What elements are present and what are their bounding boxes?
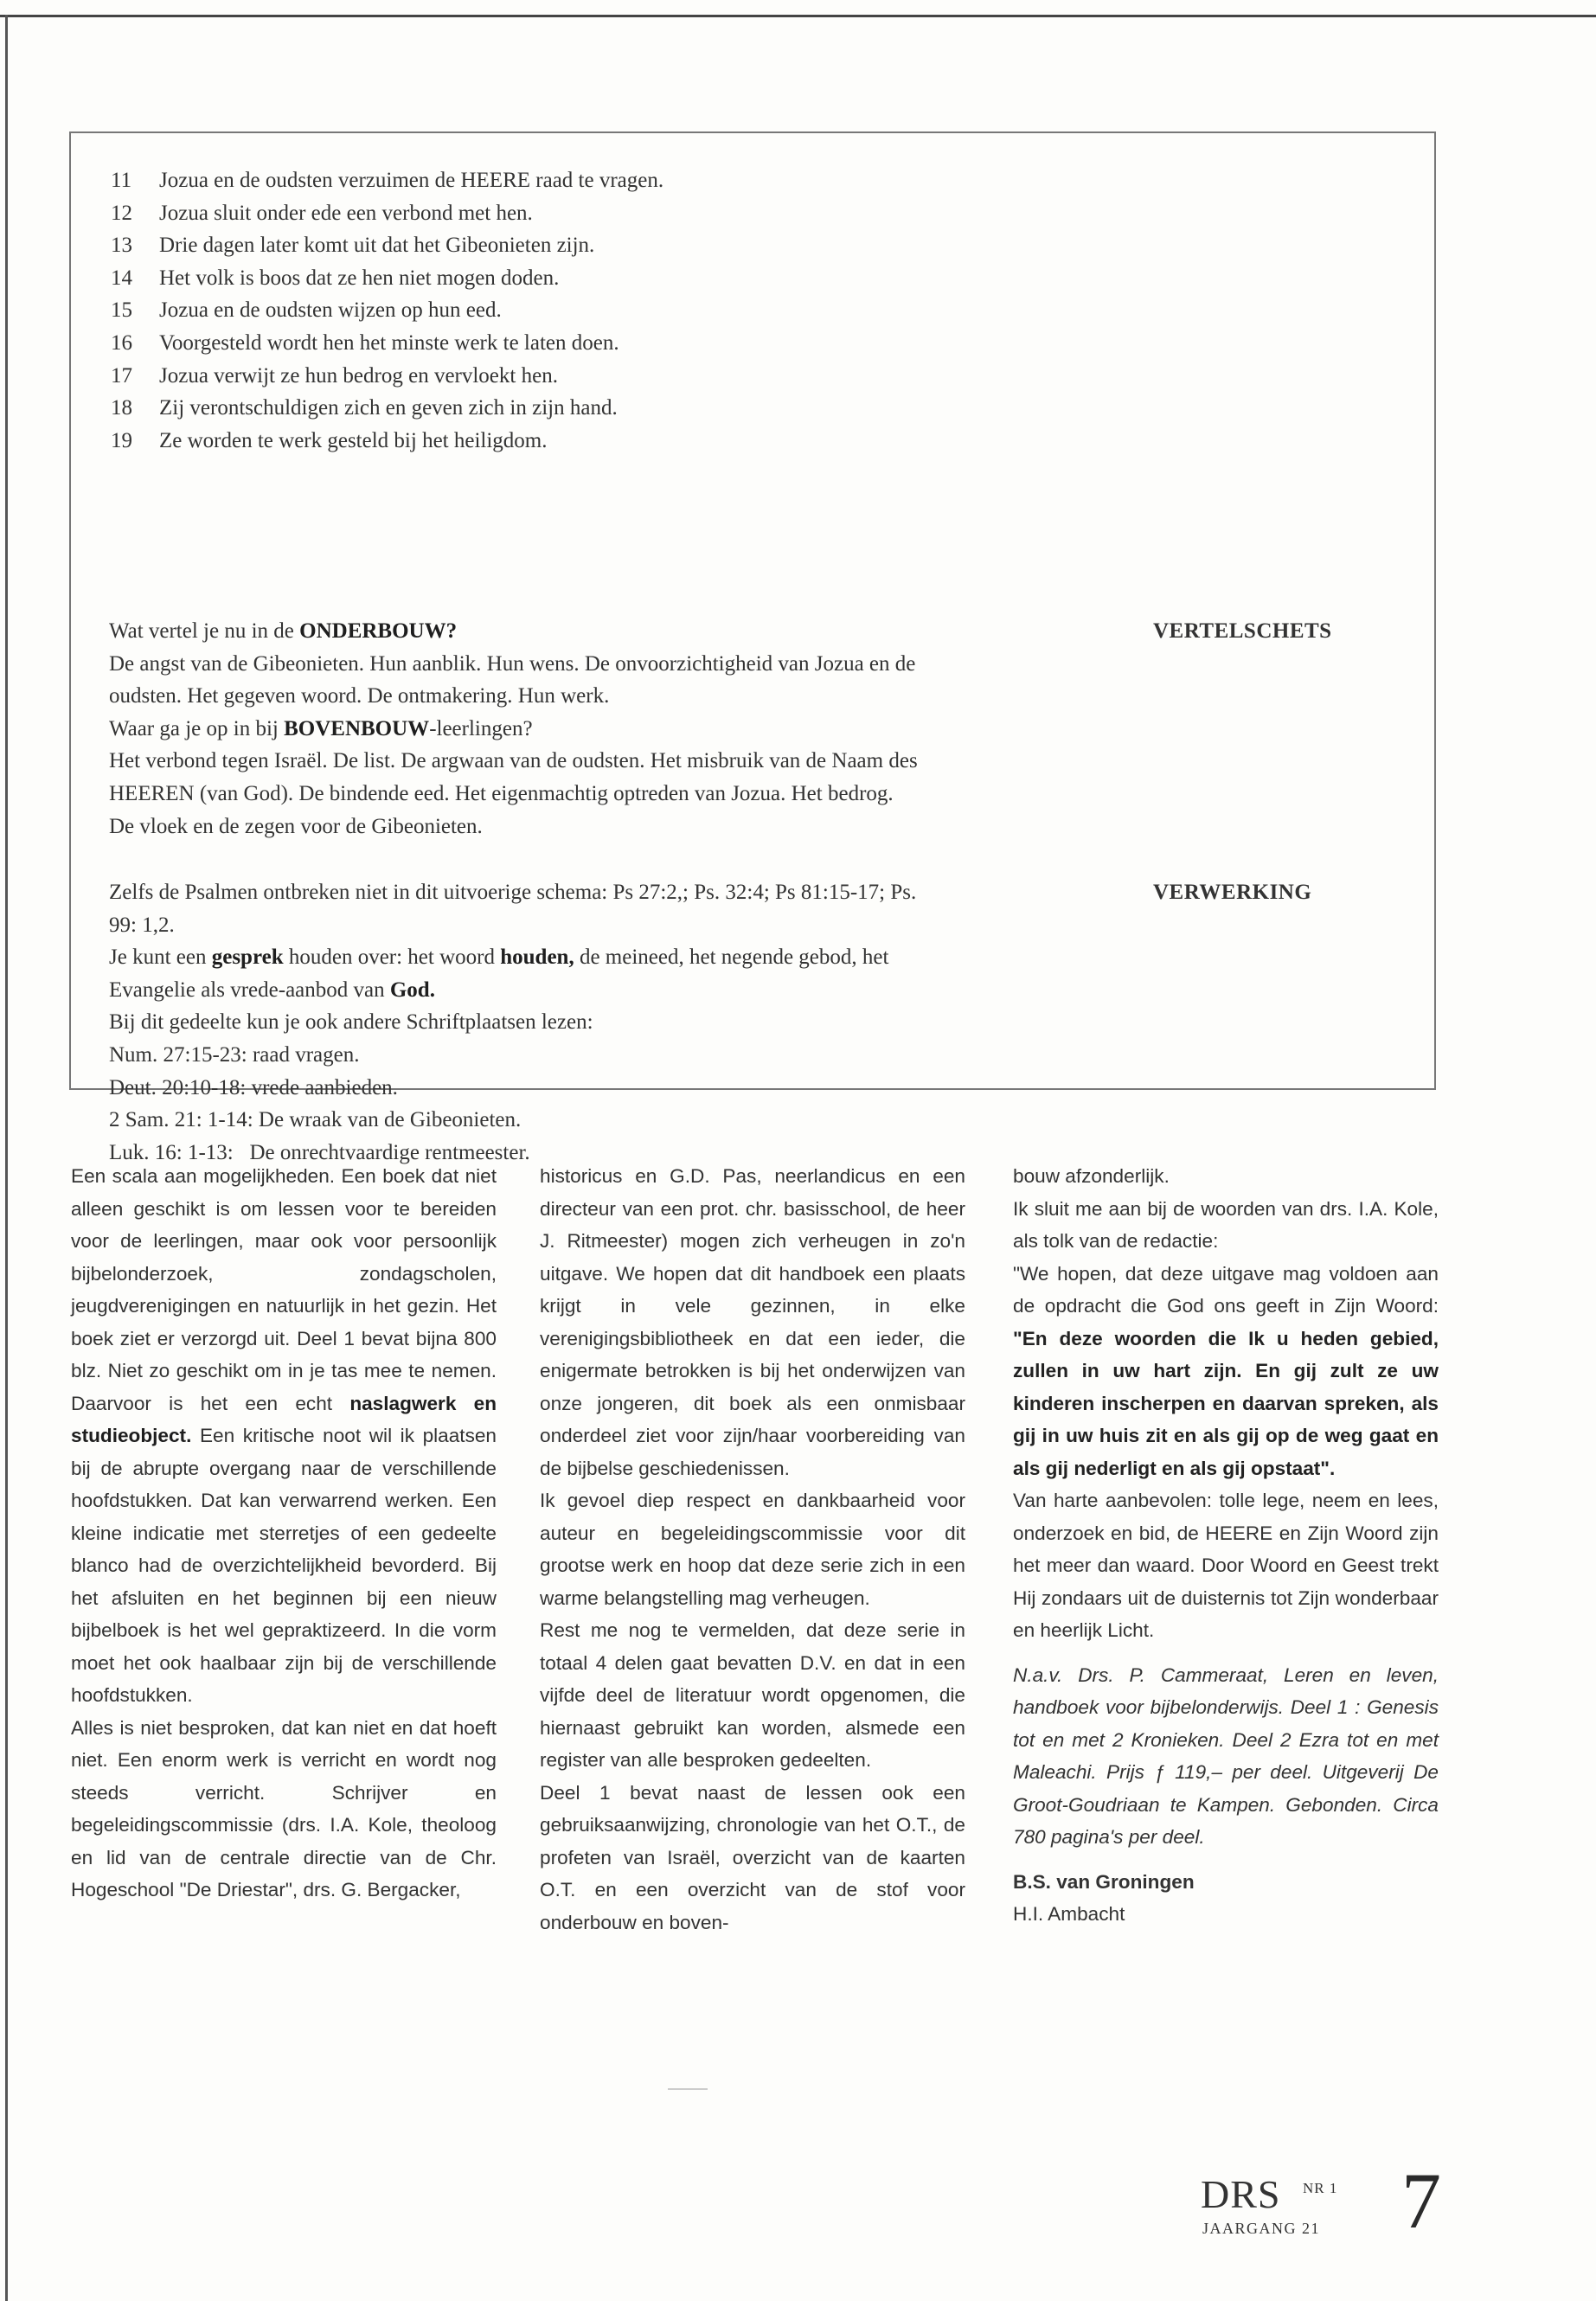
onderbouw-answer-line: De angst van de Gibeonieten. Hun aanblik. Hun wens. De onvoorzichtigheid van Jozua en de — [109, 651, 916, 676]
outline-item-text: Drie dagen later komt uit dat het Gibeonieten zijn. — [159, 234, 595, 258]
scripture-ref: Deut. 20:10-18: vrede aanbieden. — [109, 1075, 398, 1099]
outline-item-number: 12 — [111, 201, 132, 225]
book-details: N.a.v. Drs. P. Cammeraat, Leren en leven, handboek voor bijbelonderwijs. Deel 1 : Genesis tot en met 2 Kronieken. Deel 2 Ezra tot en met Maleachi. Prijs ƒ 119,– per deel. Uitgeverij De Groot-Goudriaan te Kampen. Gebonden. Circa 780 pagina's per deel. — [1013, 1663, 1439, 1848]
conversation-topics: Evangelie als vrede-aanbod van God. — [109, 977, 435, 1002]
article-column-1 — [71, 1160, 497, 1907]
outline-item — [111, 360, 1149, 393]
outline-item-text: Ze worden te werk gesteld bij het heiligdom. — [159, 428, 548, 452]
issue-number: NR 1 — [1303, 2180, 1338, 2196]
bovenbouw-answer-line: HEEREN (van God). De bindende eed. Het eigenmachtig optreden van Jozua. Het bedrog. — [109, 781, 894, 805]
outline-item-text: Zij verontschuldigen zich en geven zich in zijn hand. — [159, 396, 618, 420]
magazine-name: DRS — [1201, 2172, 1281, 2216]
outline-item-number: 14 — [111, 266, 132, 290]
scripture-ref: Luk. 16: 1-13: De onrechtvaardige rentmeester. — [109, 1140, 530, 1164]
outline-item-number: 19 — [111, 428, 132, 452]
scripture-quote: "We hopen, dat deze uitgave mag voldoen aan de opdracht die God ons geeft in Zijn Woord: "En deze woorden die Ik u heden gebied, zullen in uw hart zijn. En gij zult ze uw kinderen inscherpen en daarvan spreken, als gij in uw huis zit en als gij op de weg gaat en als gij nederligt en als gij opstaat". — [1013, 1262, 1439, 1479]
page-number: 7 — [1401, 2157, 1441, 2245]
volume-year: JAARGANG 21 — [1202, 2220, 1321, 2237]
outline-item — [111, 229, 1149, 262]
paragraph: Ik sluit me aan bij de woorden van drs. I.A. Kole, als tolk van de redactie: — [1013, 1197, 1439, 1252]
vertelschets-label: VERTELSCHETS — [1153, 619, 1332, 643]
paragraph: bouw afzonderlijk. — [1013, 1165, 1170, 1187]
page-border-left — [5, 15, 8, 2301]
decorative-dash — [668, 2088, 708, 2090]
outline-item-text: Voorgesteld wordt hen het minste werk te laten doen. — [159, 330, 619, 355]
lesson-box — [69, 131, 1436, 1164]
author-place: H.I. Ambacht — [1013, 1903, 1125, 1925]
lesson-outline — [111, 164, 1149, 457]
outline-item — [111, 164, 1149, 197]
scripture-ref: Num. 27:15-23: raad vragen. — [109, 1042, 360, 1067]
page-border-top — [0, 15, 1596, 17]
paragraph: Ik gevoel diep respect en dankbaarheid voor auteur en begeleidingscommissie voor dit grootse werk en hoop dat deze serie zich in een warme belangstelling mag verheugen. — [540, 1490, 965, 1609]
author-name: B.S. van Groningen — [1013, 1870, 1195, 1893]
outline-item — [111, 197, 1149, 230]
paragraph: Van harte aanbevolen: tolle lege, neem en lees, onderzoek en bid, de HEERE en Zijn Woord zijn het meer dan waard. Door Woord en Geest trekt Hij zondaars uit de duisternis tot Zijn wonderbaar en heerlijk Licht. — [1013, 1490, 1439, 1641]
outline-item — [111, 392, 1149, 425]
outline-item-text: Jozua en de oudsten verzuimen de HEERE raad te vragen. — [159, 169, 664, 192]
outline-item-text: Jozua sluit onder ede een verbond met hen. — [159, 201, 533, 225]
paragraph: historicus en G.D. Pas, neerlandicus en een directeur van een prot. chr. basisschool, de heer J. Ritmeester) mogen zich verheugen in zo'n uitgave. We hopen dat dit handboek een plaats krijgt in vele gezinnen, in elke verenigingsbibliotheek en dat een ieder, die enigermate betrokken is bij het onderwijzen van onze jongeren, dit boek als een onmisbaar onderdeel ziet voor zijn/haar voorbereiding van de bijbelse geschiedenissen. — [540, 1165, 965, 1479]
bovenbouw-question: Waar ga je op in bij BOVENBOUW-leerlingen? — [109, 716, 533, 740]
psalms-line: Zelfs de Psalmen ontbreken niet in dit uitvoerige schema: Ps 27:2,; Ps. 32:4; Ps 81:15-17; Ps. — [109, 881, 917, 904]
onderbouw-answer-line: oudsten. Het gegeven woord. De ontmakering. Hun werk. — [109, 684, 610, 708]
paragraph: Deel 1 bevat naast de lessen ook een gebruiksaanwijzing, chronologie van het O.T., de profeten van Israël, overzicht van de kaarten O.T. en een overzicht van de stof voor onderbouw en boven- — [540, 1781, 965, 1933]
outline-item-text: Het volk is boos dat ze hen niet mogen doden. — [159, 266, 560, 290]
verwerking-block — [109, 876, 1225, 1169]
scripture-ref: 2 Sam. 21: 1-14: De wraak van de Gibeonieten. — [109, 1108, 522, 1132]
outline-item-text: Jozua verwijt ze hun bedrog en vervloekt hen. — [159, 363, 558, 388]
paragraph: Alles is niet besproken, dat kan niet en dat hoeft niet. Een enorm werk is verricht en wordt nog steeds verricht. Schrijver en begeleidingscommissie (drs. I.A. Kole, theoloog en lid van de centrale directie van de Chr. Hogeschool "De Driestar", drs. G. Bergacker, — [71, 1716, 497, 1900]
outline-item-number: 15 — [111, 298, 132, 323]
outline-item-number: 13 — [111, 234, 132, 258]
bovenbouw-answer-line: De vloek en de zegen voor de Gibeonieten. — [109, 814, 483, 838]
outline-item — [111, 327, 1149, 360]
vertelschets-block — [109, 615, 1225, 843]
paragraph: Een scala aan mogelijkheden. Een boek dat niet alleen geschikt is om lessen voor te bereiden voor de leerlingen, maar ook voor persoonlijk bijbelonderzoek, zondagscholen, jeugdverenigingen en natuurlijk in het gezin. Het boek ziet er verzorgd uit. Deel 1 bevat bijna 800 blz. Niet zo geschikt om in je tas mee te nemen. Daarvoor is het een echt naslagwerk en studieobject. Een kritische noot wil ik plaatsen bij de abrupte overgang naar de verschillende hoofdstukken. Dat kan verwarrend werken. Een kleine indicatie met sterretjes of een gedeelte blanco had de overzichtelijkheid bevorderd. Bij het afsluiten en het beginnen bij een nieuw bijbelboek is het wel gepraktizeerd. In die vorm moet het ook haalbaar zijn bij de verschillende hoofdstukken. — [71, 1165, 497, 1706]
other-texts-intro: Bij dit gedeelte kun je ook andere Schriftplaatsen lezen: — [109, 1010, 593, 1035]
outline-item — [111, 425, 1149, 458]
article-column-3 — [1013, 1160, 1439, 1931]
psalms-line: 99: 1,2. — [109, 913, 175, 937]
outline-item — [111, 294, 1149, 327]
outline-item — [111, 262, 1149, 295]
outline-item-number: 16 — [111, 330, 132, 355]
paragraph: Rest me nog te vermelden, dat deze serie in totaal 4 delen gaat bevatten D.V. en dat in een vijfde deel de literatuur wordt opgenomen, die hiernaast gebruikt kan worden, alsmede een register van alle besproken gedeelten. — [540, 1619, 965, 1771]
verwerking-label: VERWERKING — [1153, 881, 1312, 904]
outline-item-number: 18 — [111, 396, 132, 420]
outline-item-number: 17 — [111, 363, 132, 388]
outline-item-text: Jozua en de oudsten wijzen op hun eed. — [159, 298, 502, 323]
onderbouw-question: Wat vertel je nu in de ONDERBOUW? — [109, 619, 458, 643]
bovenbouw-answer-line: Het verbond tegen Israël. De list. De argwaan van de oudsten. Het misbruik van de Naam des — [109, 749, 918, 773]
article-column-2 — [540, 1160, 965, 1939]
conversation-topics: Je kunt een gesprek houden over: het woord houden, de meineed, het negende gebod, het — [109, 945, 889, 970]
outline-item-number: 11 — [111, 169, 132, 192]
